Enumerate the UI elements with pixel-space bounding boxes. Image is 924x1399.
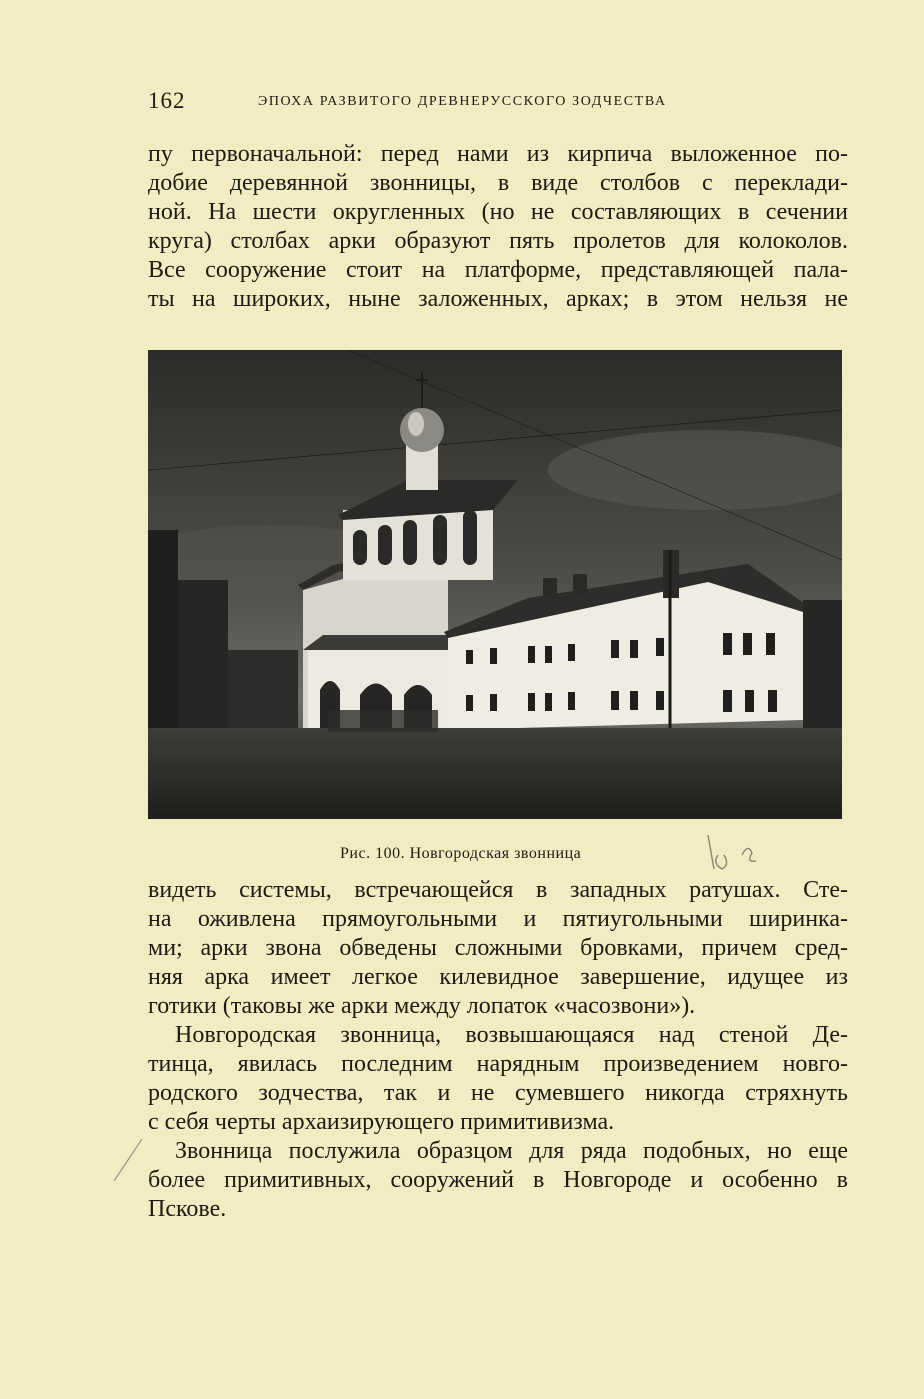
margin-pencil-mark <box>108 1135 148 1185</box>
text-line: ты на широких, ныне заложенных, арках; в этом нельзя не <box>148 286 848 312</box>
photo-illustration <box>148 350 842 819</box>
text-line: тинца, явилась последним нарядным произведением новго- <box>148 1051 848 1077</box>
text-line: с себя черты архаизирующего примитивизма. <box>148 1109 615 1135</box>
running-head <box>148 88 848 118</box>
paragraph-continuation <box>148 876 848 1021</box>
paragraph-belfry-significance <box>148 1021 848 1137</box>
text-line: пу первоначальной: перед нами из кирпича выложенное по- <box>148 141 848 167</box>
paragraph-belfry-influence <box>148 1137 848 1224</box>
text-line: более примитивных, сооружений в Новгороде и особенно в <box>148 1167 848 1193</box>
text-line: видеть системы, встречающейся в западных ратушах. Сте- <box>148 877 848 903</box>
running-title: ЭПОХА РАЗВИТОГО ДРЕВНЕРУССКОГО ЗОДЧЕСТВА <box>258 94 667 109</box>
text-line: круга) столбах арки образуют пять пролетов для колоколов. <box>148 228 848 254</box>
text-line: Новгородская звонница, возвышающаяся над стеной Де- <box>175 1022 848 1048</box>
figure-caption: Рис. 100. Новгородская звонница <box>340 845 582 862</box>
text-line: ной. На шести округленных (но не составляющих в сечении <box>148 199 848 225</box>
belfry-photograph <box>148 350 842 819</box>
text-line: на оживлена прямоугольными и пятиугольными ширинка- <box>148 906 848 932</box>
text-line: готики (таковы же арки между лопаток «часозвони»). <box>148 993 696 1019</box>
paragraph-top <box>148 140 848 314</box>
text-line: Пскове. <box>148 1196 227 1222</box>
text-line: добие деревянной звонницы, в виде столбов с переклади- <box>148 170 848 196</box>
text-line: няя арка имеет легкое килевидное завершение, идущее из <box>148 964 848 990</box>
text-line: родского зодчества, так и не сумевшего никогда стряхнуть <box>148 1080 848 1106</box>
text-line: Звонница послужила образцом для ряда подобных, но еще <box>175 1138 848 1164</box>
text-line: Все сооружение стоит на платформе, представляющей пала- <box>148 257 848 283</box>
page-number: 162 <box>148 88 186 113</box>
text-line: ми; арки звона обведены сложными бровками, причем сред- <box>148 935 848 961</box>
pencil-annotation-mark <box>700 825 780 875</box>
